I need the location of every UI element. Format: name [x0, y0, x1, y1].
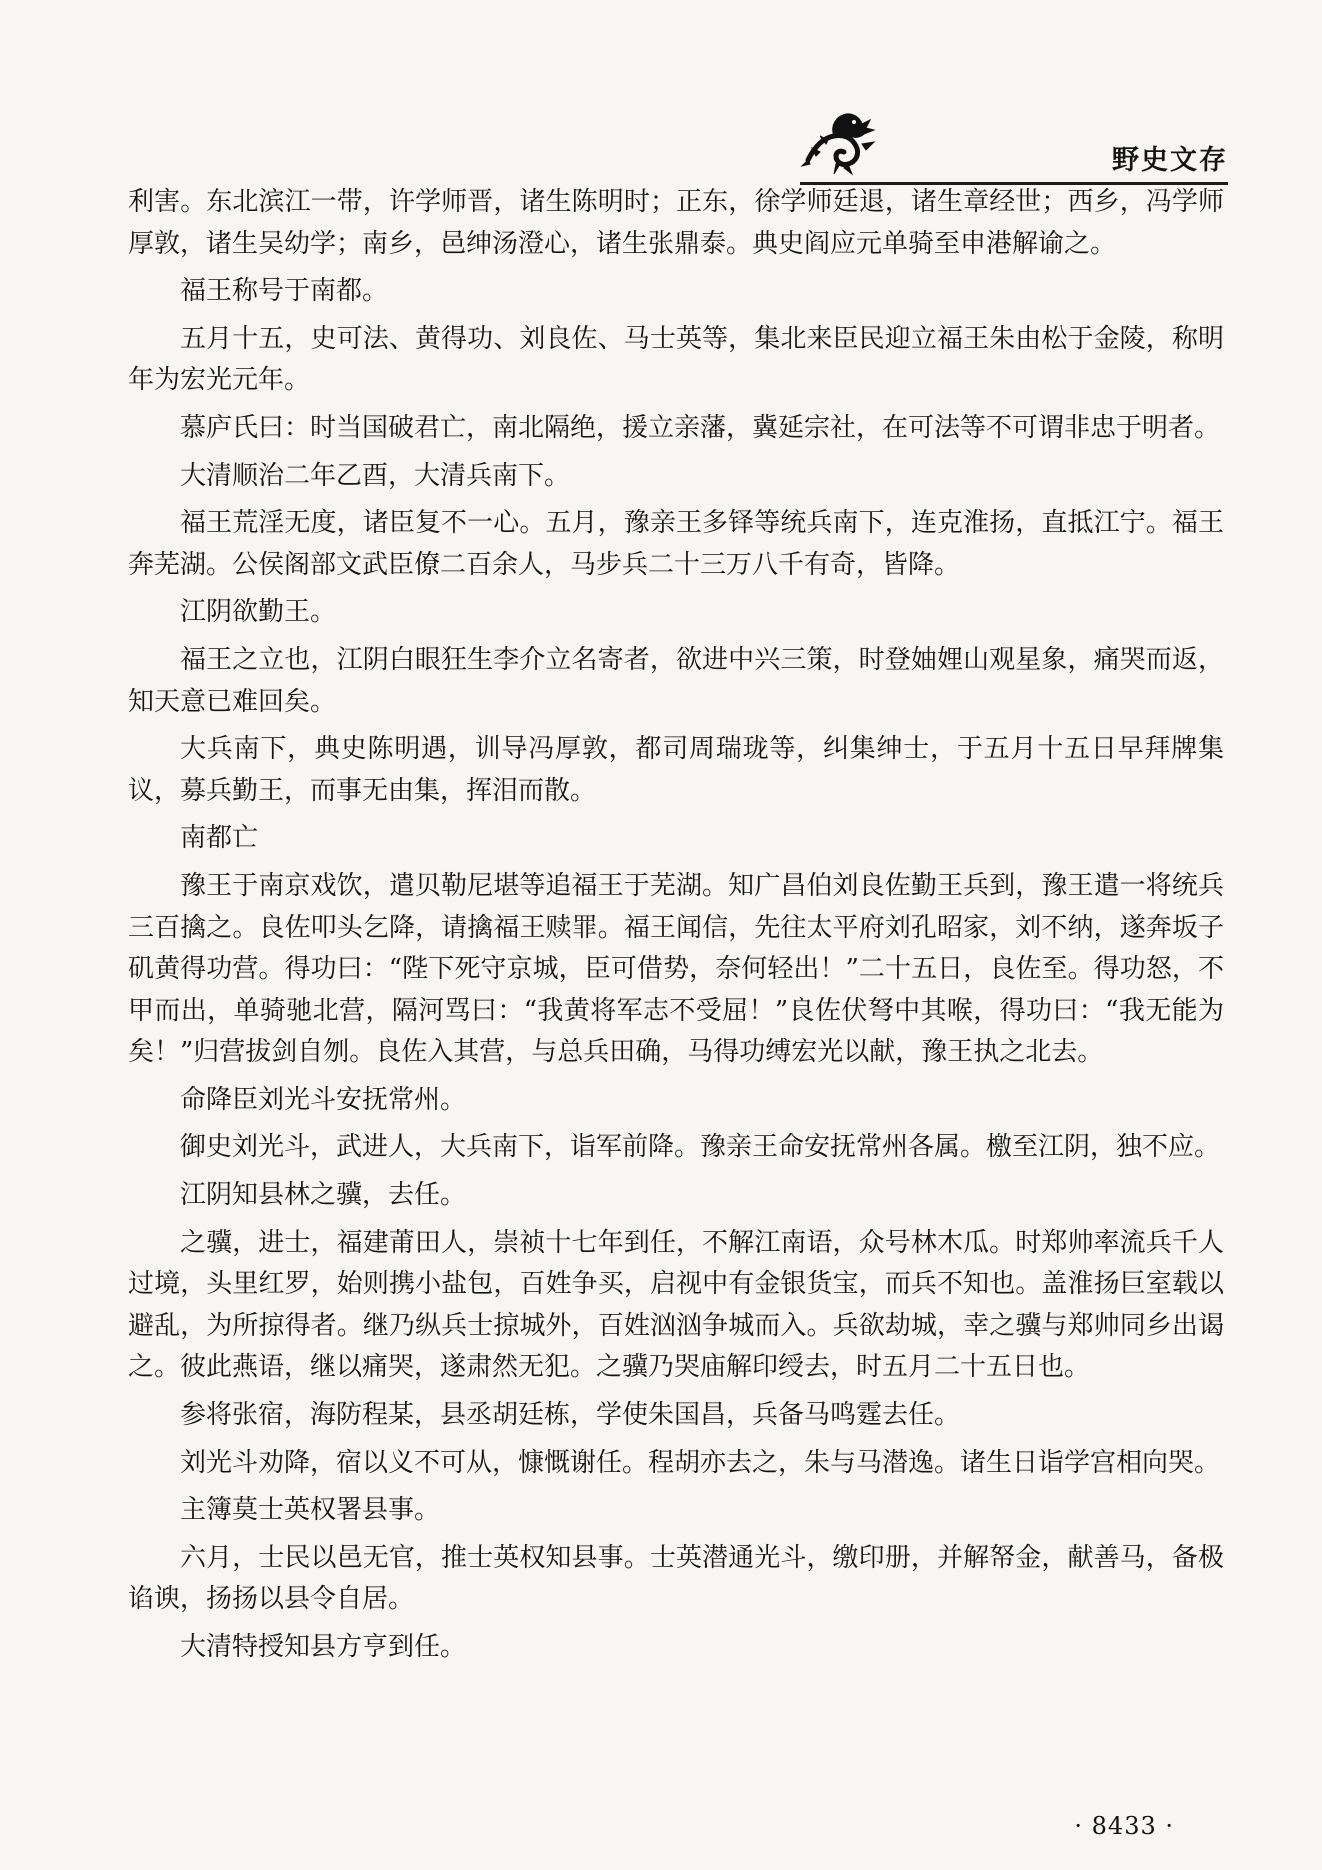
- running-header: [800, 108, 1228, 188]
- main-text: [128, 182, 1224, 1675]
- paragraph: 福王荒淫无度，诸臣复不一心。五月，豫亲王多铎等统兵南下，连克淮扬，直抵江宁。福王奔芜湖。公侯阁部文武臣僚二百余人，马步兵二十三万八千有奇，皆降。: [128, 508, 1224, 580]
- paragraph: 御史刘光斗，武进人，大兵南下，诣军前降。豫亲王命安抚常州各属。檄至江阴，独不应。: [180, 1132, 1221, 1163]
- paragraph: 五月十五，史可法、黄得功、刘良佐、马士英等，集北来臣民迎立福王朱由松于金陵，称明年为宏光元年。: [128, 323, 1224, 396]
- paragraph: 慕庐氏曰：时当国破君亡，南北隔绝，援立亲藩，冀延宗社，在可法等不可谓非忠于明者。: [180, 412, 1221, 443]
- section-heading: 江阴知县林之骥，去任。: [180, 1180, 467, 1211]
- section-heading: 大清特授知县方亨到任。: [180, 1632, 467, 1662]
- section-heading: 福王称号于南都。: [180, 276, 389, 307]
- paragraph: 之骥，进士，福建莆田人，崇祯十七年到任，不解江南语，众号林木瓜。时郑帅率流兵千人过境，头里红罗，始则携小盐包，百姓争买，启视中有金银货宝，而兵不知也。盖淮扬巨室载以避乱，为所掠得者。继乃纵兵士掠城外，百姓汹汹争城而入。兵欲劫城，幸之骥与郑帅同乡出谒之。彼此燕语，继以痛哭，遂肃然无犯。之骥乃哭庙解印绶去，时五月二十五日也。: [128, 1227, 1224, 1383]
- paragraph: 六月，士民以邑无官，推士英权知县事。士英潜通光斗，缴印册，并解帑金，献善马，备极谄谀，扬扬以县令自居。: [128, 1542, 1224, 1615]
- dragon-emblem-icon: [800, 108, 880, 178]
- paragraph: 大兵南下，典史陈明遇，训导冯厚敦，都司周瑞珑等，纠集绅士，于五月十五日早拜牌集议，募兵勤王，而事无由集，挥泪而散。: [128, 734, 1224, 806]
- section-heading: 参将张宿，海防程某，县丞胡廷栋，学使朱国昌，兵备马鸣霆去任。: [180, 1400, 961, 1431]
- section-heading: 命降臣刘光斗安抚常州。: [180, 1084, 467, 1115]
- section-heading: 南都亡: [180, 823, 259, 854]
- section-heading: 江阴欲勤王。: [180, 597, 337, 628]
- paragraph-continuation: 利害。东北滨江一带，许学师晋，诸生陈明时；正东，徐学师廷退，诸生章经世；西乡，冯学师厚敦，诸生吴幼学；南乡，邑绅汤澄心，诸生张鼎泰。典史阎应元单骑至申港解谕之。: [128, 187, 1224, 259]
- paragraph: 刘光斗劝降，宿以义不可从，慷慨谢任。程胡亦去之，朱与马潜逸。诸生日诣学宫相向哭。: [180, 1447, 1221, 1478]
- series-title: 野史文存: [1112, 145, 1228, 176]
- section-heading: 大清顺治二年乙酉，大清兵南下。: [180, 460, 571, 491]
- paragraph: 豫王于南京戏饮，遣贝勒尼堪等追福王于芜湖。知广昌伯刘良佐勤王兵到，豫王遣一将统兵三百擒之。良佐叩头乞降，请擒福王赎罪。福王闻信，先往太平府刘孔昭家，刘不纳，遂奔坂子矶黄得功营。得功曰：“陛下死守京城，臣可借势，奈何轻出！”二十五日，良佐至。得功怒，不甲而出，单骑驰北营，隔河骂曰：“我黄将军志不受屈！”良佐伏弩中其喉，得功曰：“我无能为矣！”归营拔剑自刎。良佐入其营，与总兵田确，马得功缚宏光以献，豫王执之北去。: [128, 870, 1224, 1068]
- page-number: · 8433 ·: [1074, 1812, 1174, 1840]
- section-heading: 主簿莫士英权署县事。: [180, 1495, 441, 1526]
- paragraph: 福王之立也，江阴白眼狂生李介立名寄者，欲进中兴三策，时登妯娌山观星象，痛哭而返，知天意已难回矣。: [128, 644, 1224, 717]
